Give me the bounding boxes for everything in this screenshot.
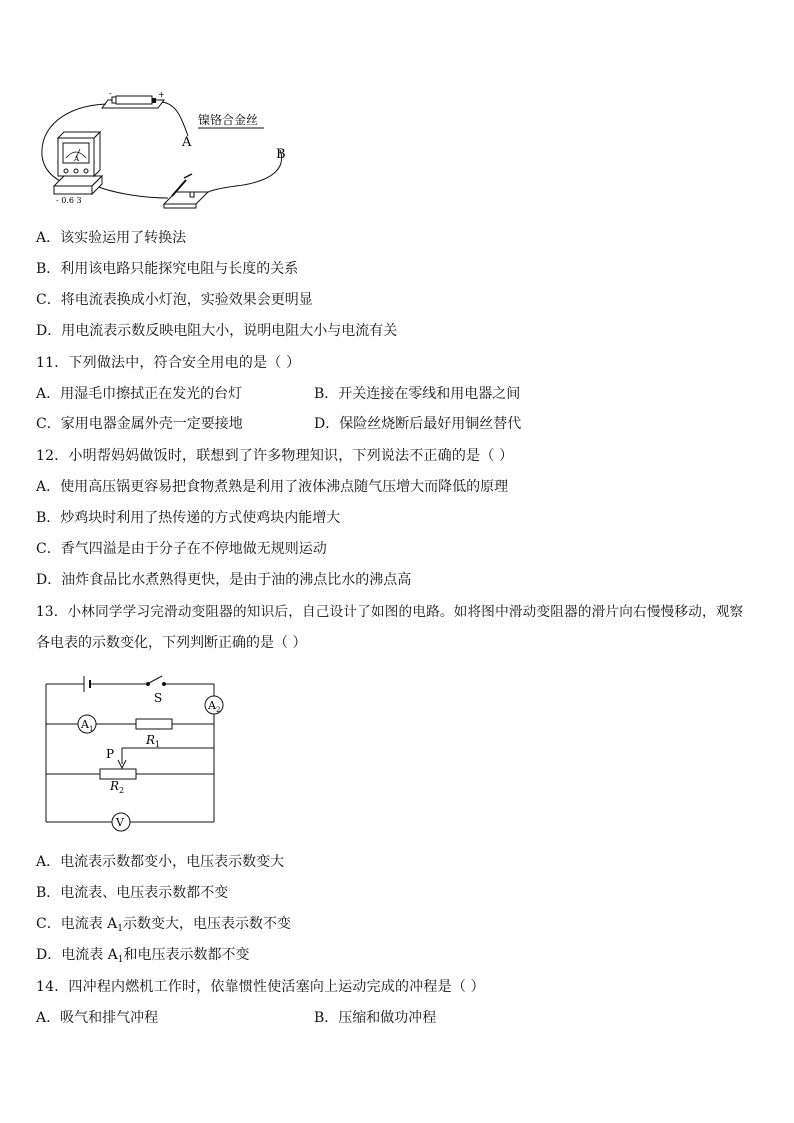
resistor-r2-label: $R_2$ xyxy=(110,779,125,795)
switch-s-label: S xyxy=(154,691,163,705)
battery-minus-label: - xyxy=(109,89,112,98)
slide-rheostat-circuit-figure xyxy=(36,672,236,840)
meter-symbol: A xyxy=(74,155,80,163)
terminal-a-label: A xyxy=(182,135,192,150)
q14-option-b: B．压缩和做功冲程 xyxy=(314,1010,437,1026)
q12-option-d: D．油炸食品比水煮熟得更快，是由于油的沸点比水的沸点高 xyxy=(36,572,412,588)
q14-option-a: A．吸气和排气冲程 xyxy=(36,1010,159,1026)
q13-option-d: D．电流表 $A_1$和电压表示数都不变 xyxy=(36,947,250,965)
q11-option-a: A．用湿毛巾擦拭正在发光的台灯 xyxy=(36,386,243,402)
q10-option-c: C．将电流表换成小灯泡，实验效果会更明显 xyxy=(36,292,313,308)
q10-option-b: B．利用该电路只能探究电阻与长度的关系 xyxy=(36,261,299,277)
nichrome-wire-circuit-figure xyxy=(36,86,306,214)
q14-stem: 14．四冲程内燃机工作时，依靠惯性使活塞向上运动完成的冲程是（ ） xyxy=(36,979,485,995)
q13-stem-line1: 13．小林同学学习完滑动变阻器的知识后，自己设计了如图的电路。如将图中滑动变阻器的滑片向右慢慢移动，观察 xyxy=(36,604,744,620)
q11-option-d: D．保险丝烧断后最好用铜丝替代 xyxy=(314,416,522,432)
terminal-b-label: B xyxy=(276,147,286,162)
q10-option-d: D．用电流表示数反映电阻大小，说明电阻大小与电流有关 xyxy=(36,323,398,339)
q11-option-b: B．开关连接在零线和用电器之间 xyxy=(314,386,521,402)
q10-option-a: A．该实验运用了转换法 xyxy=(36,230,187,246)
voltmeter-label: V xyxy=(116,816,124,829)
q13-option-b: B．电流表、电压表示数都不变 xyxy=(36,885,229,901)
ammeter-a1-label: $A_1$ xyxy=(81,718,94,733)
slider-p-label: P xyxy=(106,747,115,761)
battery-plus-label: + xyxy=(158,90,165,99)
q11-option-c: C．家用电器金属外壳一定要接地 xyxy=(36,416,243,432)
q13-option-a: A．电流表示数都变小，电压表示数变大 xyxy=(36,854,285,870)
resistor-r1-label: $R_1$ xyxy=(146,733,161,749)
q12-option-c: C．香气四溢是由于分子在不停地做无规则运动 xyxy=(36,541,327,557)
q13-option-c: C．电流表 $A_1$示数变大，电压表示数不变 xyxy=(36,916,292,934)
q12-option-a: A．使用高压锅更容易把食物煮熟是利用了液体沸点随气压增大而降低的原理 xyxy=(36,479,509,495)
q13-stem-line2: 各电表的示数变化，下列判断正确的是（ ） xyxy=(36,635,307,651)
meter-scale-label: - 0.6 3 xyxy=(56,196,82,205)
nichrome-wire-label: 镍铬合金丝 xyxy=(198,113,259,127)
ammeter-a2-label: $A_2$ xyxy=(208,699,221,714)
q12-stem: 12．小明帮妈妈做饭时，联想到了许多物理知识，下列说法不正确的是（ ） xyxy=(36,448,514,464)
q12-option-b: B．炒鸡块时利用了热传递的方式使鸡块内能增大 xyxy=(36,510,341,526)
q11-stem: 11．下列做法中，符合安全用电的是（ ） xyxy=(36,355,301,371)
